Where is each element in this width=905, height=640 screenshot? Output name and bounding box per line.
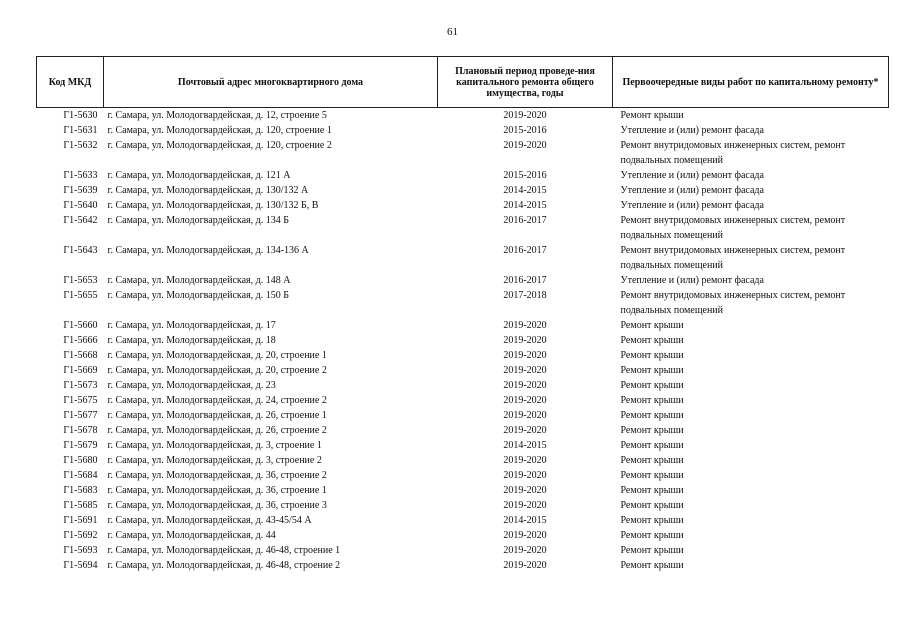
- table-row: [37, 528, 889, 543]
- cell-works: Ремонт крыши: [620, 560, 684, 571]
- table-row: [37, 123, 889, 138]
- cell-period: 2016-2017: [503, 275, 547, 286]
- cell-address: г. Самара, ул. Молодогвардейская, д. 12, строение 5: [107, 110, 327, 121]
- cell-address: г. Самара, ул. Молодогвардейская, д. 36, строение 2: [107, 470, 327, 481]
- cell-works: Ремонт крыши: [620, 485, 684, 496]
- table-row: [37, 558, 889, 573]
- cell-code: Г1-5677: [63, 410, 98, 421]
- cell-code: Г1-5666: [63, 335, 98, 346]
- cell-address: г. Самара, ул. Молодогвардейская, д. 44: [107, 530, 276, 541]
- table-row: [37, 213, 889, 243]
- cell-code: Г1-5693: [63, 545, 98, 556]
- cell-address: г. Самара, ул. Молодогвардейская, д. 3, строение 1: [107, 440, 322, 451]
- cell-code: Г1-5692: [63, 530, 98, 541]
- cell-period: 2019-2020: [503, 485, 547, 496]
- table-row: [37, 453, 889, 468]
- cell-period: 2014-2015: [503, 440, 547, 451]
- cell-works: Утепление и (или) ремонт фасада: [620, 185, 764, 196]
- cell-code: Г1-5642: [63, 215, 98, 226]
- cell-address: г. Самара, ул. Молодогвардейская, д. 46-48, строение 2: [107, 560, 341, 571]
- cell-period: 2019-2020: [503, 350, 547, 361]
- table-row: [37, 468, 889, 483]
- cell-works: Ремонт крыши: [620, 350, 684, 361]
- table-row: [37, 183, 889, 198]
- cell-period: 2019-2020: [503, 395, 547, 406]
- cell-period: 2015-2016: [503, 170, 547, 181]
- cell-period: 2019-2020: [503, 560, 547, 571]
- cell-address: г. Самара, ул. Молодогвардейская, д. 36, строение 1: [107, 485, 327, 496]
- cell-works: Ремонт крыши: [620, 425, 684, 436]
- cell-code: Г1-5660: [63, 320, 98, 331]
- cell-address: г. Самара, ул. Молодогвардейская, д. 150 Б: [107, 290, 289, 301]
- table-row: [37, 243, 889, 273]
- cell-works: Утепление и (или) ремонт фасада: [620, 200, 764, 211]
- cell-works: Ремонт крыши: [620, 530, 684, 541]
- cell-period: 2014-2015: [503, 515, 547, 526]
- cell-works: Ремонт крыши: [620, 455, 684, 466]
- cell-address: г. Самара, ул. Молодогвардейская, д. 17: [107, 320, 276, 331]
- cell-works: Ремонт крыши: [620, 440, 684, 451]
- cell-works: Ремонт крыши: [620, 335, 684, 346]
- cell-period: 2015-2016: [503, 125, 547, 136]
- cell-code: Г1-5684: [63, 470, 98, 481]
- table-row: [37, 378, 889, 393]
- cell-code: Г1-5668: [63, 350, 98, 361]
- table-row: [37, 438, 889, 453]
- cell-works: Ремонт внутридомовых инженерных систем, ремонт подвальных помещений: [620, 215, 846, 241]
- cell-code: Г1-5669: [63, 365, 98, 376]
- header-works: Первоочередные виды работ по капитальному ремонту*: [613, 57, 889, 108]
- cell-works: Ремонт крыши: [620, 545, 684, 556]
- cell-period: 2014-2015: [503, 200, 547, 211]
- header-period: Плановый период проведе-ния капитального ремонта общего имущества, годы: [438, 57, 613, 108]
- cell-code: Г1-5673: [63, 380, 98, 391]
- cell-period: 2019-2020: [503, 365, 547, 376]
- cell-code: Г1-5653: [63, 275, 98, 286]
- cell-code: Г1-5675: [63, 395, 98, 406]
- table-row: [37, 543, 889, 558]
- table-header: [37, 57, 889, 108]
- cell-period: 2019-2020: [503, 110, 547, 121]
- cell-address: г. Самара, ул. Молодогвардейская, д. 23: [107, 380, 276, 391]
- cell-code: Г1-5691: [63, 515, 98, 526]
- cell-works: Ремонт крыши: [620, 395, 684, 406]
- cell-code: Г1-5643: [63, 245, 98, 256]
- cell-code: Г1-5694: [63, 560, 98, 571]
- cell-period: 2019-2020: [503, 320, 547, 331]
- table-row: [37, 333, 889, 348]
- cell-address: г. Самара, ул. Молодогвардейская, д. 130/132 Б, В: [107, 200, 319, 211]
- cell-address: г. Самара, ул. Молодогвардейская, д. 148 А: [107, 275, 291, 286]
- table-row: [37, 168, 889, 183]
- cell-address: г. Самара, ул. Молодогвардейская, д. 46-48, строение 1: [107, 545, 341, 556]
- cell-period: 2017-2018: [503, 290, 547, 301]
- repair-schedule-table-container: [36, 56, 879, 573]
- cell-code: Г1-5655: [63, 290, 98, 301]
- cell-code: Г1-5639: [63, 185, 98, 196]
- cell-address: г. Самара, ул. Молодогвардейская, д. 20, строение 2: [107, 365, 327, 376]
- cell-address: г. Самара, ул. Молодогвардейская, д. 18: [107, 335, 276, 346]
- table-row: [37, 198, 889, 213]
- cell-works: Утепление и (или) ремонт фасада: [620, 125, 764, 136]
- cell-works: Ремонт внутридомовых инженерных систем, ремонт подвальных помещений: [620, 245, 846, 271]
- cell-code: Г1-5685: [63, 500, 98, 511]
- cell-works: Ремонт внутридомовых инженерных систем, ремонт подвальных помещений: [620, 140, 846, 166]
- table-row: [37, 498, 889, 513]
- header-code: Код МКД: [37, 57, 104, 108]
- cell-address: г. Самара, ул. Молодогвардейская, д. 120, строение 1: [107, 125, 332, 136]
- cell-works: Ремонт крыши: [620, 365, 684, 376]
- repair-schedule-table: [36, 56, 889, 573]
- cell-works: Ремонт крыши: [620, 410, 684, 421]
- cell-code: Г1-5680: [63, 455, 98, 466]
- header-address: Почтовый адрес многоквартирного дома: [104, 57, 438, 108]
- cell-period: 2019-2020: [503, 500, 547, 511]
- table-row: [37, 273, 889, 288]
- table-row: [37, 318, 889, 333]
- cell-period: 2019-2020: [503, 545, 547, 556]
- cell-works: Ремонт крыши: [620, 110, 684, 121]
- cell-address: г. Самара, ул. Молодогвардейская, д. 43-45/54 А: [107, 515, 312, 526]
- cell-period: 2019-2020: [503, 425, 547, 436]
- cell-address: г. Самара, ул. Молодогвардейская, д. 24, строение 2: [107, 395, 327, 406]
- cell-works: Ремонт крыши: [620, 320, 684, 331]
- table-row: [37, 138, 889, 168]
- header-row: [37, 57, 889, 108]
- cell-works: Ремонт крыши: [620, 500, 684, 511]
- cell-works: Ремонт крыши: [620, 515, 684, 526]
- cell-address: г. Самара, ул. Молодогвардейская, д. 130/132 А: [107, 185, 309, 196]
- cell-period: 2014-2015: [503, 185, 547, 196]
- cell-address: г. Самара, ул. Молодогвардейская, д. 134-136 А: [107, 245, 309, 256]
- table-row: [37, 108, 889, 124]
- cell-period: 2019-2020: [503, 470, 547, 481]
- table-body: [37, 108, 889, 574]
- cell-address: г. Самара, ул. Молодогвардейская, д. 121 А: [107, 170, 291, 181]
- cell-works: Ремонт крыши: [620, 380, 684, 391]
- cell-code: Г1-5632: [63, 140, 98, 151]
- cell-period: 2019-2020: [503, 530, 547, 541]
- table-row: [37, 423, 889, 438]
- table-row: [37, 348, 889, 363]
- table-row: [37, 288, 889, 318]
- cell-address: г. Самара, ул. Молодогвардейская, д. 20, строение 1: [107, 350, 327, 361]
- cell-period: 2016-2017: [503, 215, 547, 226]
- table-row: [37, 393, 889, 408]
- cell-address: г. Самара, ул. Молодогвардейская, д. 3, строение 2: [107, 455, 322, 466]
- cell-works: Утепление и (или) ремонт фасада: [620, 170, 764, 181]
- page-number: 61: [447, 26, 458, 38]
- cell-period: 2016-2017: [503, 245, 547, 256]
- cell-code: Г1-5631: [63, 125, 98, 136]
- cell-address: г. Самара, ул. Молодогвардейская, д. 134 Б: [107, 215, 289, 226]
- cell-code: Г1-5679: [63, 440, 98, 451]
- cell-works: Ремонт внутридомовых инженерных систем, ремонт подвальных помещений: [620, 290, 846, 316]
- cell-address: г. Самара, ул. Молодогвардейская, д. 26, строение 2: [107, 425, 327, 436]
- cell-period: 2019-2020: [503, 410, 547, 421]
- cell-code: Г1-5683: [63, 485, 98, 496]
- cell-period: 2019-2020: [503, 380, 547, 391]
- cell-address: г. Самара, ул. Молодогвардейская, д. 26, строение 1: [107, 410, 327, 421]
- cell-code: Г1-5678: [63, 425, 98, 436]
- cell-address: г. Самара, ул. Молодогвардейская, д. 36, строение 3: [107, 500, 327, 511]
- cell-code: Г1-5640: [63, 200, 98, 211]
- table-row: [37, 513, 889, 528]
- cell-address: г. Самара, ул. Молодогвардейская, д. 120, строение 2: [107, 140, 332, 151]
- table-row: [37, 408, 889, 423]
- cell-period: 2019-2020: [503, 335, 547, 346]
- cell-code: Г1-5630: [63, 110, 98, 121]
- cell-works: Утепление и (или) ремонт фасада: [620, 275, 764, 286]
- table-row: [37, 363, 889, 378]
- cell-period: 2019-2020: [503, 455, 547, 466]
- table-row: [37, 483, 889, 498]
- cell-works: Ремонт крыши: [620, 470, 684, 481]
- cell-period: 2019-2020: [503, 140, 547, 151]
- cell-code: Г1-5633: [63, 170, 98, 181]
